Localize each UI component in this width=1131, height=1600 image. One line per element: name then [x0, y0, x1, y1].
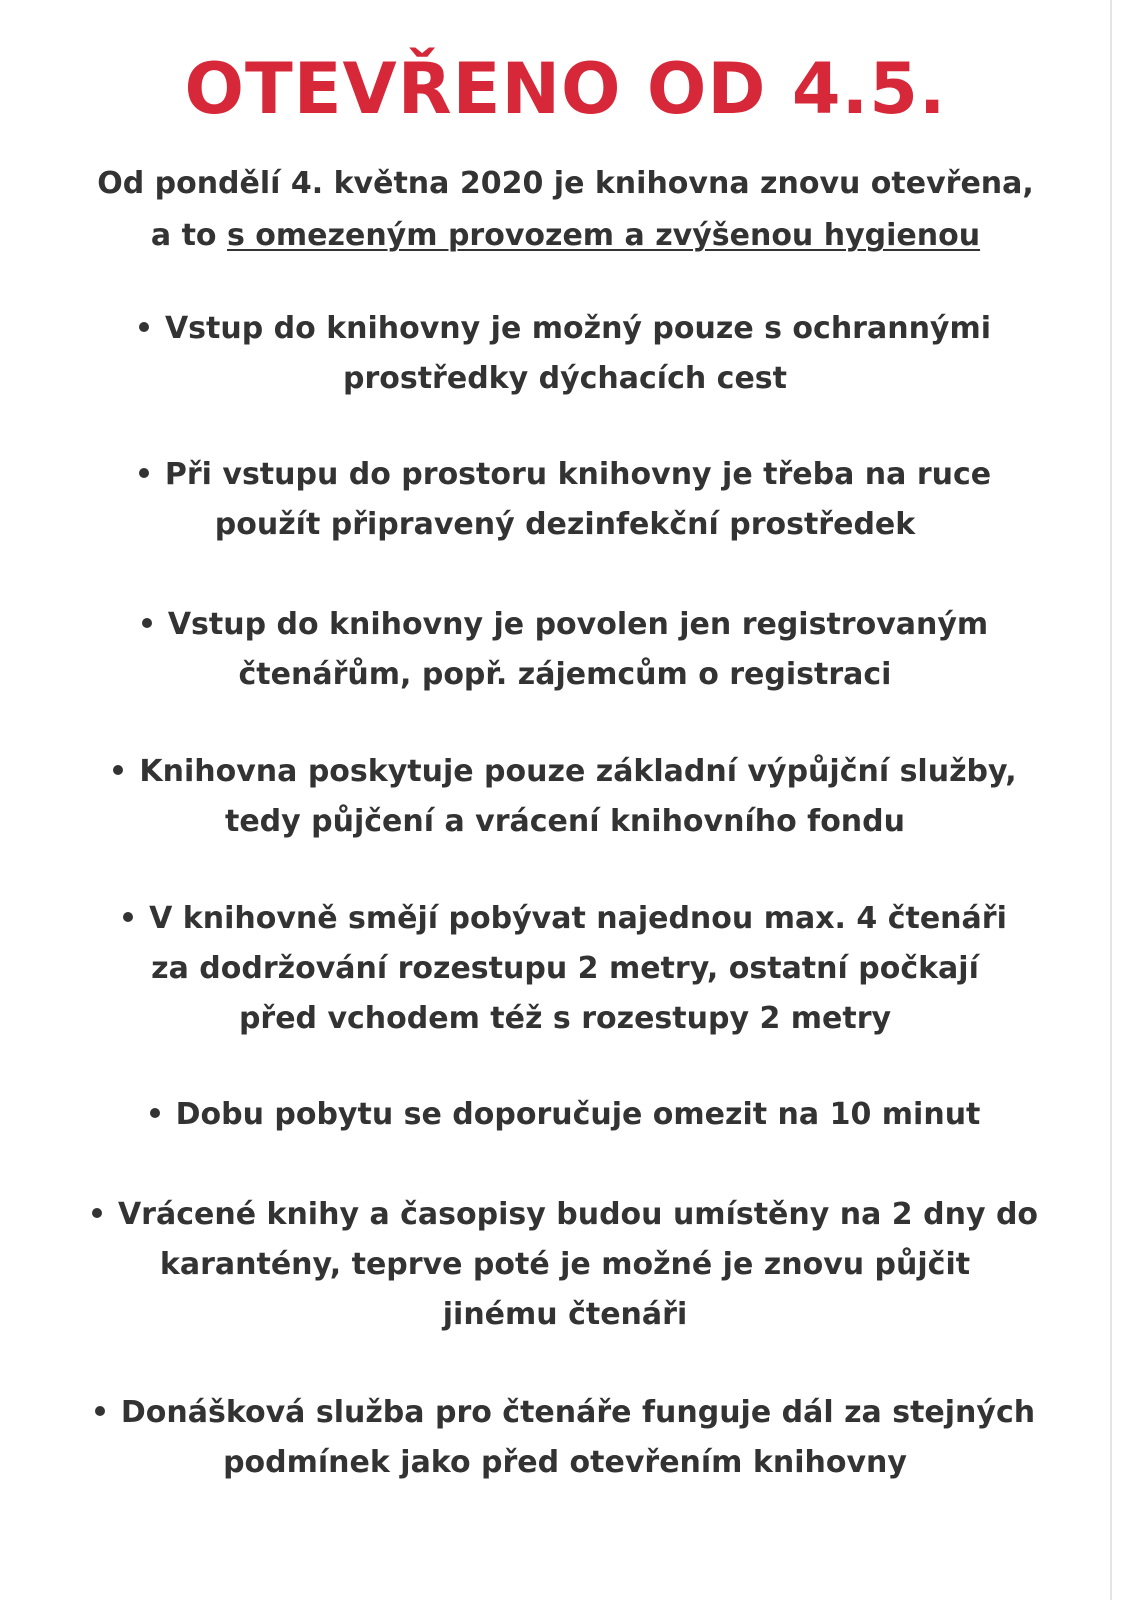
intro-paragraph: [0, 158, 1131, 262]
list-item-text: Vstup do knihovny je povolen jen registrovaným: [167, 607, 989, 642]
list-item: [40, 1190, 1090, 1340]
list-item-text: Knihovna poskytuje pouze základní výpůjční služby,: [139, 754, 1017, 789]
page-title: OTEVŘENO OD 4.5.: [184, 48, 947, 130]
bullet-dot-icon: [92, 1208, 102, 1218]
bullet-dot-icon: [142, 618, 152, 628]
list-item-line: [40, 894, 1090, 944]
list-item-line: prostředky dýchacích cest: [342, 361, 788, 396]
list-item: [40, 1090, 1090, 1140]
list-item: [40, 894, 1090, 1044]
list-item: [40, 1388, 1090, 1488]
list-item-line: čtenářům, popř. zájemcům o registraci: [238, 657, 892, 692]
list-item-text: V knihovně smějí pobývat najednou max. 4 čtenáři: [149, 901, 1007, 936]
list-item: [40, 304, 1090, 404]
intro-line-1: Od pondělí 4. května 2020 je knihovna znovu otevřena,: [97, 166, 1034, 201]
intro-line-2: [0, 210, 1131, 262]
list-item-line: karantény, teprve poté je možné je znovu půjčit: [159, 1247, 971, 1282]
list-item-text: Dobu pobytu se doporučuje omezit na 10 minut: [175, 1097, 981, 1132]
bullet-dot-icon: [95, 1406, 105, 1416]
list-item-line: před vchodem též s rozestupy 2 metry: [238, 1001, 892, 1036]
list-item-line: [40, 304, 1090, 354]
list-item-line: [40, 747, 1090, 797]
list-item-line: jinému čtenáři: [442, 1297, 688, 1332]
list-item-text: Donášková služba pro čtenáře funguje dál za stejných: [120, 1395, 1036, 1430]
bullet-dot-icon: [150, 1108, 160, 1118]
list-item: [40, 747, 1090, 847]
list-item-text: Vstup do knihovny je možný pouze s ochrannými: [164, 311, 992, 346]
list-item-line: [40, 600, 1090, 650]
list-item-line: použít připravený dezinfekční prostředek: [214, 507, 916, 542]
list-item-line: [40, 1388, 1090, 1438]
list-item-line: tedy půjčení a vrácení knihovního fondu: [224, 804, 905, 839]
intro-underlined-text: s omezeným provozem a zvýšenou hygienou: [227, 218, 981, 253]
list-item-line: podmínek jako před otevřením knihovny: [223, 1445, 907, 1480]
list-item-text: Při vstupu do prostoru knihovny je třeba na ruce: [164, 457, 992, 492]
list-item: [40, 450, 1090, 550]
intro-line-2-prefix: a to: [150, 218, 227, 253]
list-item-line: [40, 1190, 1090, 1240]
bullet-dot-icon: [139, 322, 149, 332]
list-item-text: Vrácené knihy a časopisy budou umístěny na 2 dny do: [117, 1197, 1039, 1232]
list-item-line: za dodržování rozestupu 2 metry, ostatní počkají: [151, 951, 979, 986]
bullet-dot-icon: [113, 765, 123, 775]
list-item: [40, 600, 1090, 700]
list-item-line: [40, 1090, 1090, 1140]
list-item-line: [40, 450, 1090, 500]
bullet-dot-icon: [123, 912, 133, 922]
bullet-dot-icon: [139, 468, 149, 478]
